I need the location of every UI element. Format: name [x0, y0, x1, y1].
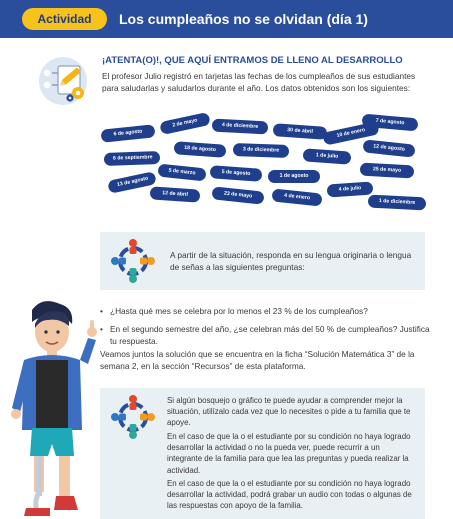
support-box: [100, 388, 425, 519]
date-card: 4 de julio: [327, 181, 374, 197]
date-card: 6 de agosto: [100, 124, 155, 143]
date-card: 4 de diciembre: [212, 119, 269, 135]
date-card: 3 de diciembre: [233, 143, 289, 158]
date-card: 12 de abril: [150, 186, 201, 202]
date-card: 4 de enero: [271, 188, 322, 206]
boy-illustration: [2, 298, 100, 519]
date-card: 25 de mayo: [360, 163, 415, 179]
activity-pill: Actividad: [22, 8, 107, 30]
question-item: • En el segundo semestre del año, ¿se celebran más del 50 % de cumpleaños? Justifica tu respuesta.: [100, 323, 430, 347]
date-card: 2 de mayo: [159, 112, 211, 135]
pen-and-gears-icon: [36, 56, 90, 106]
date-card: 12 de agosto: [362, 139, 415, 157]
support-paragraph: Si algún bosquejo o gráfico te puede ayudar a comprender mejor la situación, utilízalo cada vez que lo necesites o pide a tu familia que te apoye.: [167, 396, 411, 428]
date-card: 5 de agosto: [210, 165, 263, 182]
teamwork-circle-icon: [110, 394, 156, 440]
date-card: 1 de julio: [303, 148, 352, 164]
intro-paragraph: El profesor Julio registró en tarjetas las fechas de los cumpleaños de sus estudiantes para saludarlas y saludarlos durante el año. Los datos obtenidos son los siguientes:: [102, 71, 416, 93]
section-heading: ¡ATENTA(O)!, QUE AQUÍ ENTRAMOS DE LLENO AL DESARROLLO: [102, 55, 403, 66]
header-bar: [0, 0, 453, 38]
date-card: 23 de mayo: [211, 186, 264, 204]
support-paragraph: En el caso de que la o el estudiante por su condición no haya logrado desarrollar la actividad, podrá grabar un audio con todas o algunas de las respuestas con apoyo de la familia.: [167, 479, 412, 511]
date-card: 5 de marzo: [157, 164, 206, 182]
date-card: 1 de agosto: [268, 170, 320, 183]
date-card: 1 de diciembre: [368, 194, 427, 210]
date-card: 6 de septiembre: [104, 151, 160, 166]
date-card: 18 de agosto: [174, 141, 227, 158]
question-item: • ¿Hasta qué mes se celebra por lo menos el 23 % de los cumpleaños?: [100, 305, 430, 317]
date-card: 30 de abril: [273, 123, 328, 140]
teamwork-circle-icon: [110, 238, 156, 284]
questions-list: [100, 305, 430, 353]
support-paragraph: En el caso de que la o el estudiante por su condición no haya logrado desarrollar la actividad o no la pueda ver, puede recurrir a un integrante de la familia para que lea las preguntas y pueda realizar la actividad.: [167, 432, 411, 475]
date-card: 13 de agosto: [107, 171, 157, 194]
page-title: Los cumpleaños no se olvidan (día 1): [119, 11, 368, 27]
instruction-text: A partir de la situación, responda en su lengua originaria o lengua de señas a las siguientes preguntas:: [170, 250, 412, 272]
date-card: 10 de enero: [322, 121, 379, 145]
solution-note: Veamos juntos la solución que se encuentra en la ficha “Solución Matemática 3” de la semana 2, en la sección “Recursos” de esta plataforma.: [100, 349, 415, 371]
date-card: 7 de agosto: [362, 114, 419, 132]
instruction-box: [100, 232, 425, 290]
